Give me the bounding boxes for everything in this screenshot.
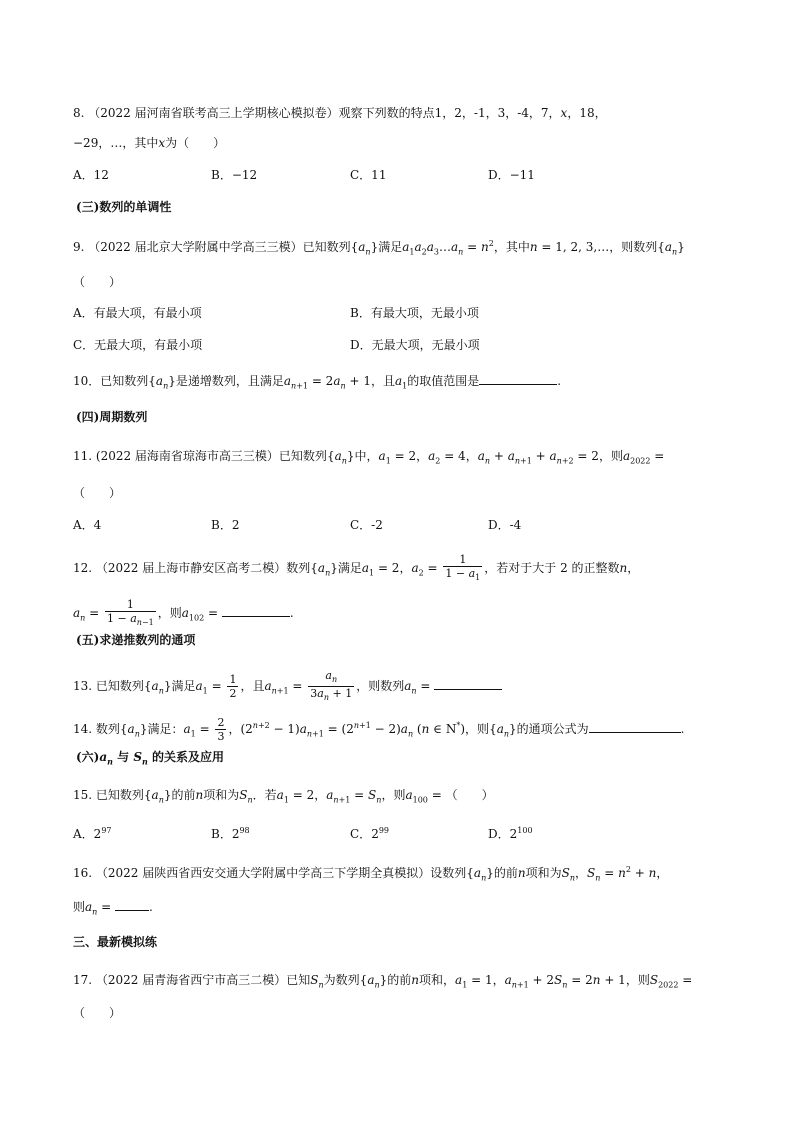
q9-option-d[interactable]: D．无最大项，无最小项 <box>350 338 480 352</box>
q9-option-a[interactable]: A．有最大项，有最小项 <box>73 306 202 320</box>
question-17-paren: （ ） <box>73 1006 122 1020</box>
q11-option-d[interactable]: D．-4 <box>488 518 522 532</box>
q15-option-b[interactable]: B．$2^{98}$ <box>211 826 250 841</box>
q8-option-c[interactable]: C．11 <box>350 168 387 182</box>
q11-option-b[interactable]: B．2 <box>211 518 240 532</box>
question-14: 14. 数列$\{a_n\}$满足：$a_1$ = $\frac{2}{3}$ ，$(2^{n+2} - 1)a_{n+1} = (2^{n+1} - 2)a_n$ (n ∈ N*)，则$\{a_n\}$的通项公式为 . <box>73 716 685 743</box>
section-heading-4: (四)周期数列 <box>76 410 148 424</box>
q15-option-a[interactable]: A．$2^{97}$ <box>73 826 112 841</box>
q8-option-b[interactable]: B．−12 <box>211 168 258 182</box>
q8-option-a[interactable]: A．12 <box>73 168 109 182</box>
q15-option-c[interactable]: C．$2^{99}$ <box>350 826 390 841</box>
question-9-paren: （ ） <box>73 275 122 289</box>
section-heading-5: (五)求递推数列的通项 <box>76 633 196 647</box>
q15-option-d[interactable]: D．$2^{100}$ <box>488 826 533 841</box>
question-10: 10．已知数列$\{a_n\}$是递增数列，且满足$a_{n+1} = 2a_n + 1$，且$a_1$的取值范围是 . <box>73 374 562 391</box>
question-16-line2: 则$a_n$ = . <box>73 900 153 917</box>
q9-option-c[interactable]: C．无最大项，有最小项 <box>73 338 203 352</box>
question-9-line1: 9. （2022 届北京大学附属中学高三三模）已知数列$\{a_n\}$满足$a_1a_2a_3\dots a_n = n^2$，其中n = 1, 2, 3,…，则数列$\{a_n\}$ <box>73 239 685 257</box>
answer-blank[interactable] <box>479 373 557 385</box>
section-heading-3: (三)数列的单调性 <box>76 200 172 214</box>
question-17-line1: 17. （2022 届青海省西宁市高三二模）已知$S_n$为数列$\{a_n\}$的前n项和，$a_1 = 1$，$a_{n+1} + 2S_n = 2n + 1$，则$S_{2022}$ = <box>73 973 693 990</box>
question-11-paren: （ ） <box>73 486 122 500</box>
question-15: 15. 已知数列$\{a_n\}$的前n项和为$S_n$．若$a_1 = 2$，$a_{n+1} = S_n$，则$a_{100}$ = （ ） <box>73 788 494 805</box>
question-12-line2: $a_n$ = $\frac{1}{1 - a_{n-1}}$ ，则$a_{102}$ = . <box>73 598 294 628</box>
q9-option-b[interactable]: B．有最大项，无最小项 <box>350 306 479 320</box>
question-16-line1: 16. （2022 届陕西省西安交通大学附属中学高三下学期全真模拟）设数列$\{a_n\}$的前n项和为$S_n$，$S_n = n^2 + n$， <box>73 865 669 883</box>
question-12-line1: 12. （2022 届上海市静安区高考二模）数列$\{a_n\}$满足$a_1 = 2$，$a_2$ = $\frac{1}{1 - a_1}$ ，若对于大于 2 的正整数n， <box>73 553 640 583</box>
section-heading-6: (六)$a_n$ 与 $S_n$ 的关系及应用 <box>76 750 225 767</box>
q8-option-d[interactable]: D．−11 <box>488 168 535 182</box>
question-13: 13. 已知数列$\{a_n\}$满足$a_1$ = $\frac{1}{2}$ ，且$a_{n+1}$ = $\frac{a_n}{3a_n + 1}$ ，则数列$a_n$ = <box>73 669 502 704</box>
q11-option-c[interactable]: C．-2 <box>350 518 383 532</box>
answer-blank[interactable] <box>589 721 681 733</box>
question-11-line1: 11. (2022 届海南省琼海市高三三模）已知数列$\{a_n\}$中，$a_1 = 2$，$a_2 = 4$，$a_n + a_{n+1} + a_{n+2} = 2$，则$a_{2022}$ = <box>73 449 665 466</box>
q11-option-a[interactable]: A．4 <box>73 518 102 532</box>
answer-blank[interactable] <box>434 678 502 690</box>
answer-blank[interactable] <box>222 605 290 617</box>
answer-blank[interactable] <box>115 899 149 911</box>
section-heading-7: 三、最新模拟练 <box>73 935 158 949</box>
question-8-line2: −29，…，其中x为（ ） <box>73 136 226 150</box>
question-8-line1: 8. （2022 届河南省联考高三上学期核心模拟卷）观察下列数的特点1，2，-1，3，-4，7，x，18， <box>73 106 607 120</box>
